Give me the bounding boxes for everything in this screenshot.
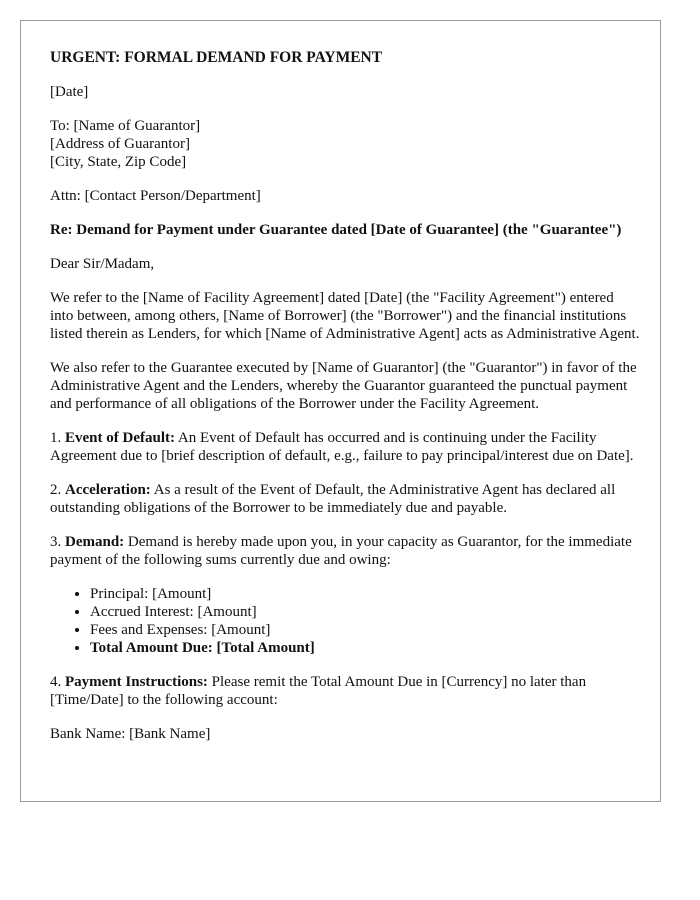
letter-page [20,20,661,802]
salutation: Dear Sir/Madam, [50,256,155,272]
section-number: 1. [50,430,62,446]
sums-list [50,585,640,657]
letter-date: [Date] [50,84,89,100]
sum-accrued-interest: • Accrued Interest: [Amount] [90,603,640,621]
letter-body [50,49,640,759]
section-heading: Payment Instructions: [65,674,208,690]
subject-line: Re: Demand for Payment under Guarantee dated [Date of Guarantee] (the "Guarantee") [50,222,622,238]
section-heading: Acceleration: [65,482,151,498]
section-heading: Demand: [65,534,125,550]
section-text: As a result of the Event of Default, the Administrative Agent has declared all outstanding obligations of the Borrower to be immediately due and payable. [50,482,616,516]
section-number: 4. [50,674,62,690]
recipient-name: To: [Name of Guarantor] [50,118,201,134]
sum-fees-expenses: • Fees and Expenses: [Amount] [90,621,640,639]
recipient-block [50,117,640,171]
recipient-address: [Address of Guarantor] [50,136,190,152]
section-text: An Event of Default has occurred and is continuing under the Facility Agreement due to [brief description of default, e.g., failure to pay principal/interest due on Date]. [50,430,634,464]
bank-name-line: Bank Name: [Bank Name] [50,726,211,742]
section-text: Please remit the Total Amount Due in [Currency] no later than [Time/Date] to the following account: [50,674,587,708]
sum-principal: • Principal: [Amount] [90,585,640,603]
section-heading: Event of Default: [65,430,175,446]
section-number: 2. [50,482,62,498]
letter-title: URGENT: FORMAL DEMAND FOR PAYMENT [50,49,383,66]
section-number: 3. [50,534,62,550]
section-acceleration [50,481,640,517]
paragraph-guarantee: We also refer to the Guarantee executed by [Name of Guarantor] (the "Guarantor") in favor of the Administrative Agent and the Lenders, whereby the Guarantor guaranteed the punctual payment and performance of all obligations of the Borrower under the Facility Agreement. [50,360,637,412]
paragraph-facility-agreement: We refer to the [Name of Facility Agreement] dated [Date] (the "Facility Agreement") entered into between, among others, [Name of Borrower] (the "Borrower") and the financial institutions listed therein as Lenders, for which [Name of Administrative Agent] acts as Administrative Agent. [50,290,640,342]
attn-line: Attn: [Contact Person/Department] [50,188,261,204]
section-text: Demand is hereby made upon you, in your capacity as Guarantor, for the immediate payment of the following sums currently due and owing: [50,534,632,568]
recipient-city: [City, State, Zip Code] [50,154,187,170]
section-payment-instructions [50,673,640,709]
sum-total-amount-due: • Total Amount Due: [Total Amount] [90,639,640,657]
section-demand [50,533,640,569]
section-event-of-default [50,429,640,465]
